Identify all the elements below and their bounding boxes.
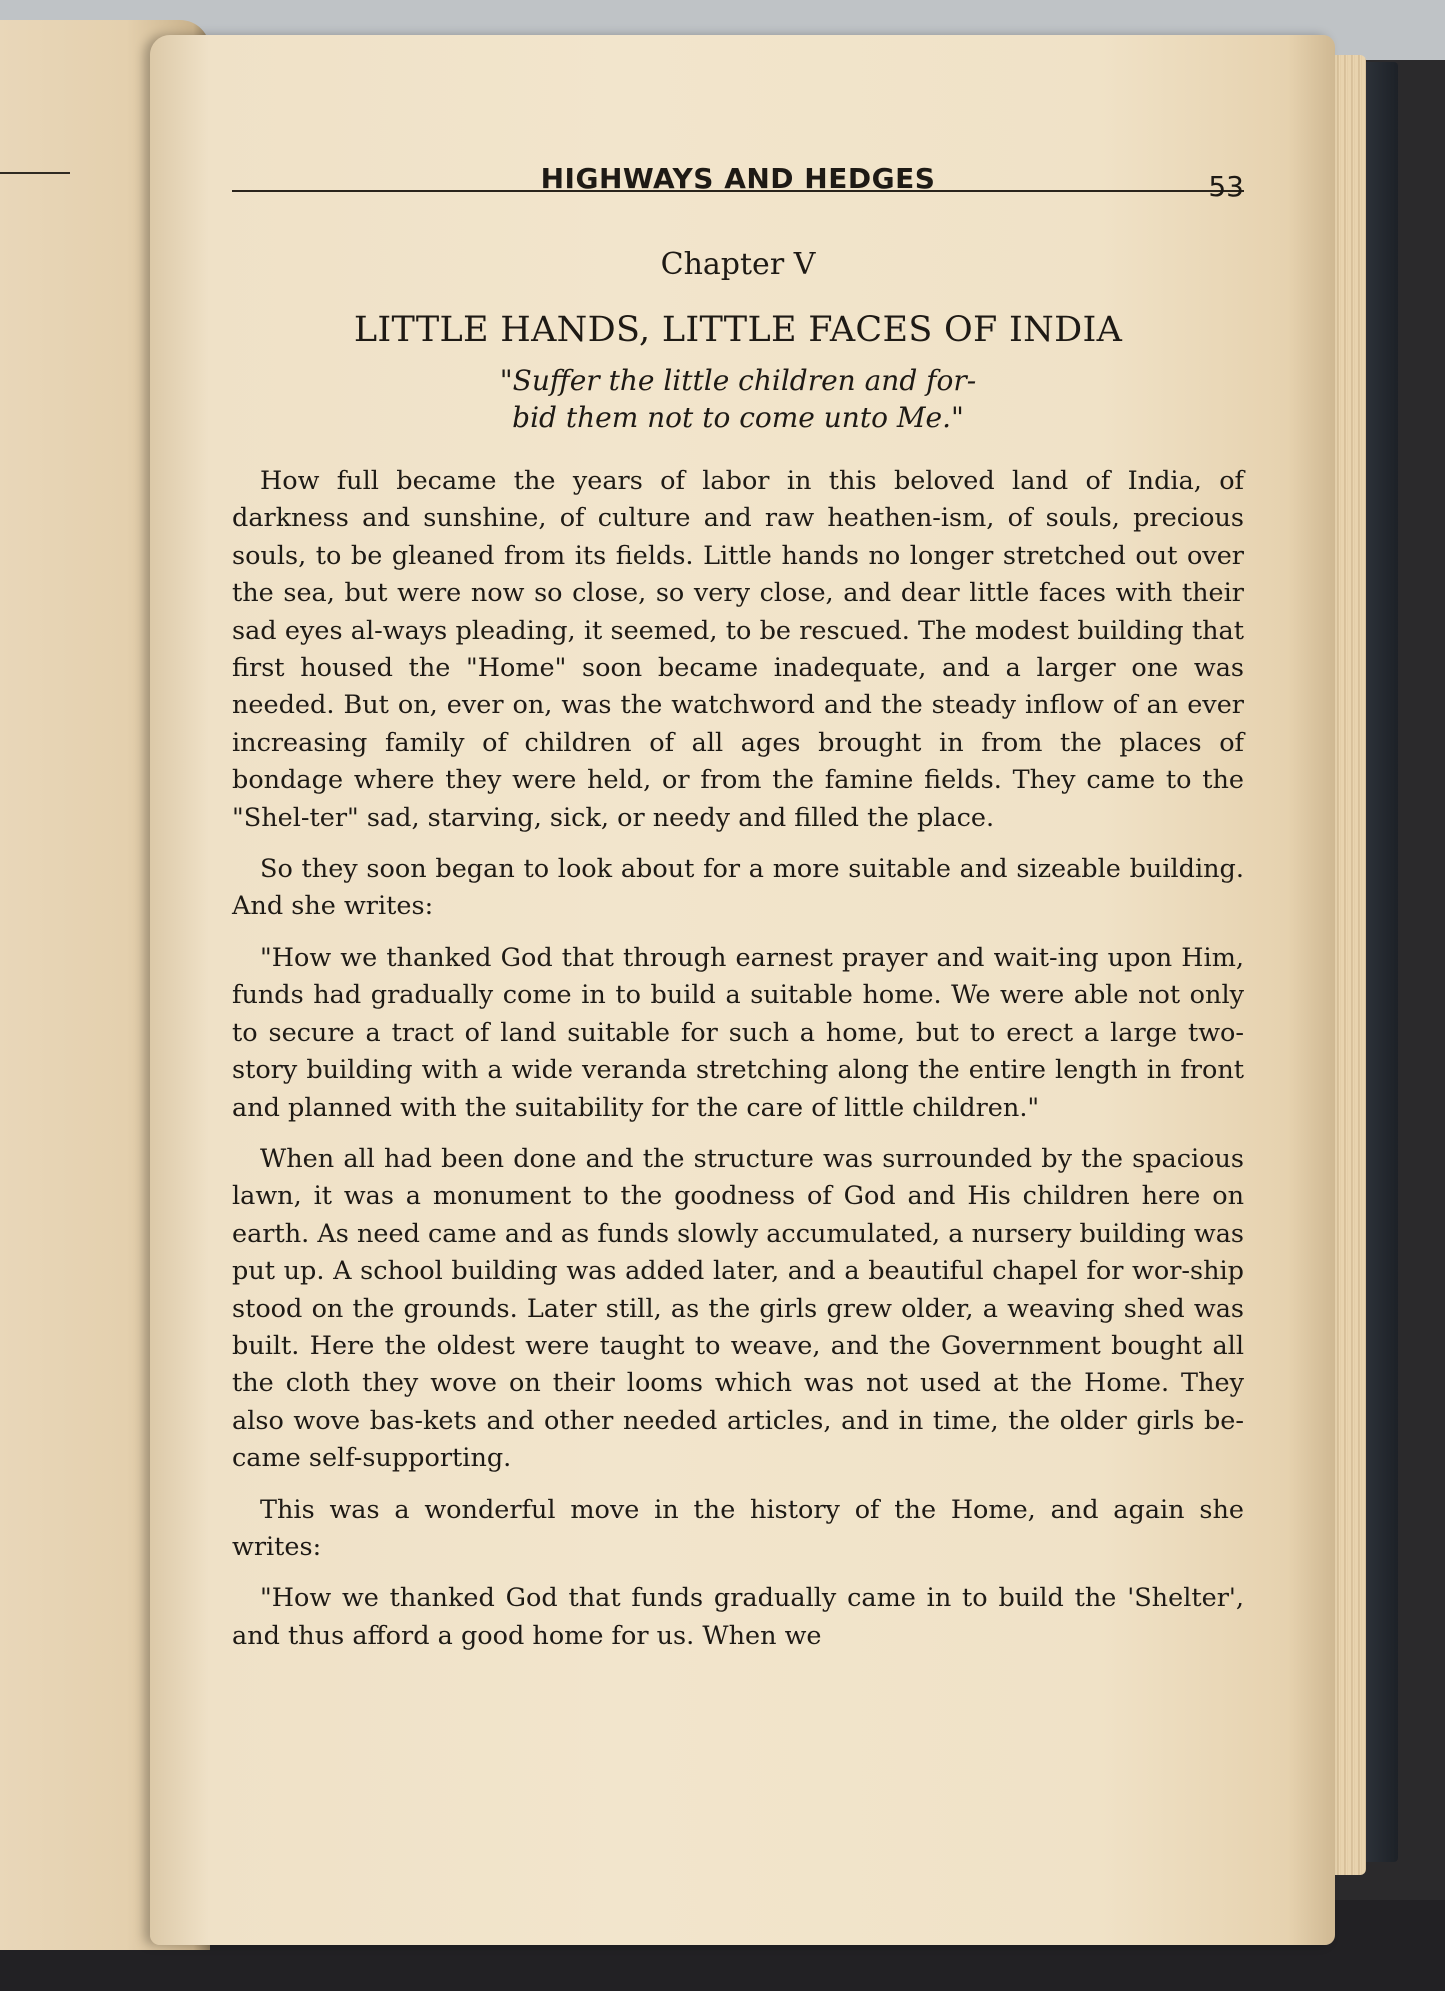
- page-header: [232, 130, 1244, 203]
- body-text: [232, 463, 1244, 1669]
- paragraph: This was a wonderful move in the history of the Home, and again she writes:: [232, 1494, 1244, 1562]
- paragraph: So they soon began to look about for a more suitable and sizeable building. And she writes:: [232, 854, 1244, 922]
- chapter-title: LITTLE HANDS, LITTLE FACES OF INDIA: [353, 310, 1123, 350]
- paragraph: When all had been done and the structure was surrounded by the spacious lawn, it was a monument to the goodness of God and His children here on earth. As need came and as funds slowly accumulated, a nursery building was put up. A school building was added later, and a beautiful chapel for wor-ship stood on the grounds. Later still, as the girls grew older, a weaving shed was built. Here the oldest were taught to weave, and the Government bought all the cloth they wove on their looms which was not used at the Home. They also wove bas-kets and other needed articles, and in time, the older girls be-came self-supporting.: [232, 1143, 1244, 1474]
- quoted-paragraph: "How we thanked God that through earnest prayer and wait-ing upon Him, funds had gradually come in to build a suitable home. We were able not only to secure a tract of land suitable for such a home, but to erect a large two-story building with a wide veranda stretching along the entire length in front and planned with the suitability for the care of little children.": [232, 942, 1244, 1123]
- right-page: [150, 35, 1335, 1945]
- paragraph: How full became the years of labor in this beloved land of India, of darkness and sunshine, of culture and raw heathen-ism, of souls, precious souls, to be gleaned from its fields. Little hands no longer stretched out over the sea, but were now so close, so very close, and dear little faces with their sad eyes al-ways pleading, it seemed, to be rescued. The modest building that first housed the "Home" soon became inadequate, and a larger one was needed. But on, ever on, was the watchword and the steady inflow of an ever increasing family of children of all ages brought in from the places of bondage where they were held, or from the famine fields. They came to the "Shel-ter" sad, starving, sick, or needy and filled the place.: [232, 466, 1244, 833]
- left-page-rule: [0, 172, 70, 174]
- running-head: HIGHWAYS AND HEDGES: [540, 162, 936, 195]
- page-number: 53: [1208, 170, 1244, 203]
- chapter-label: Chapter V: [660, 247, 816, 282]
- epigraph: [232, 362, 1244, 436]
- epigraph-line: "Suffer the little children and for-: [499, 364, 977, 397]
- epigraph-line: bid them not to come unto Me.": [512, 401, 964, 434]
- quoted-paragraph: "How we thanked God that funds gradually came in to build the 'Shelter', and thus afford a good home for us. When we: [232, 1583, 1244, 1651]
